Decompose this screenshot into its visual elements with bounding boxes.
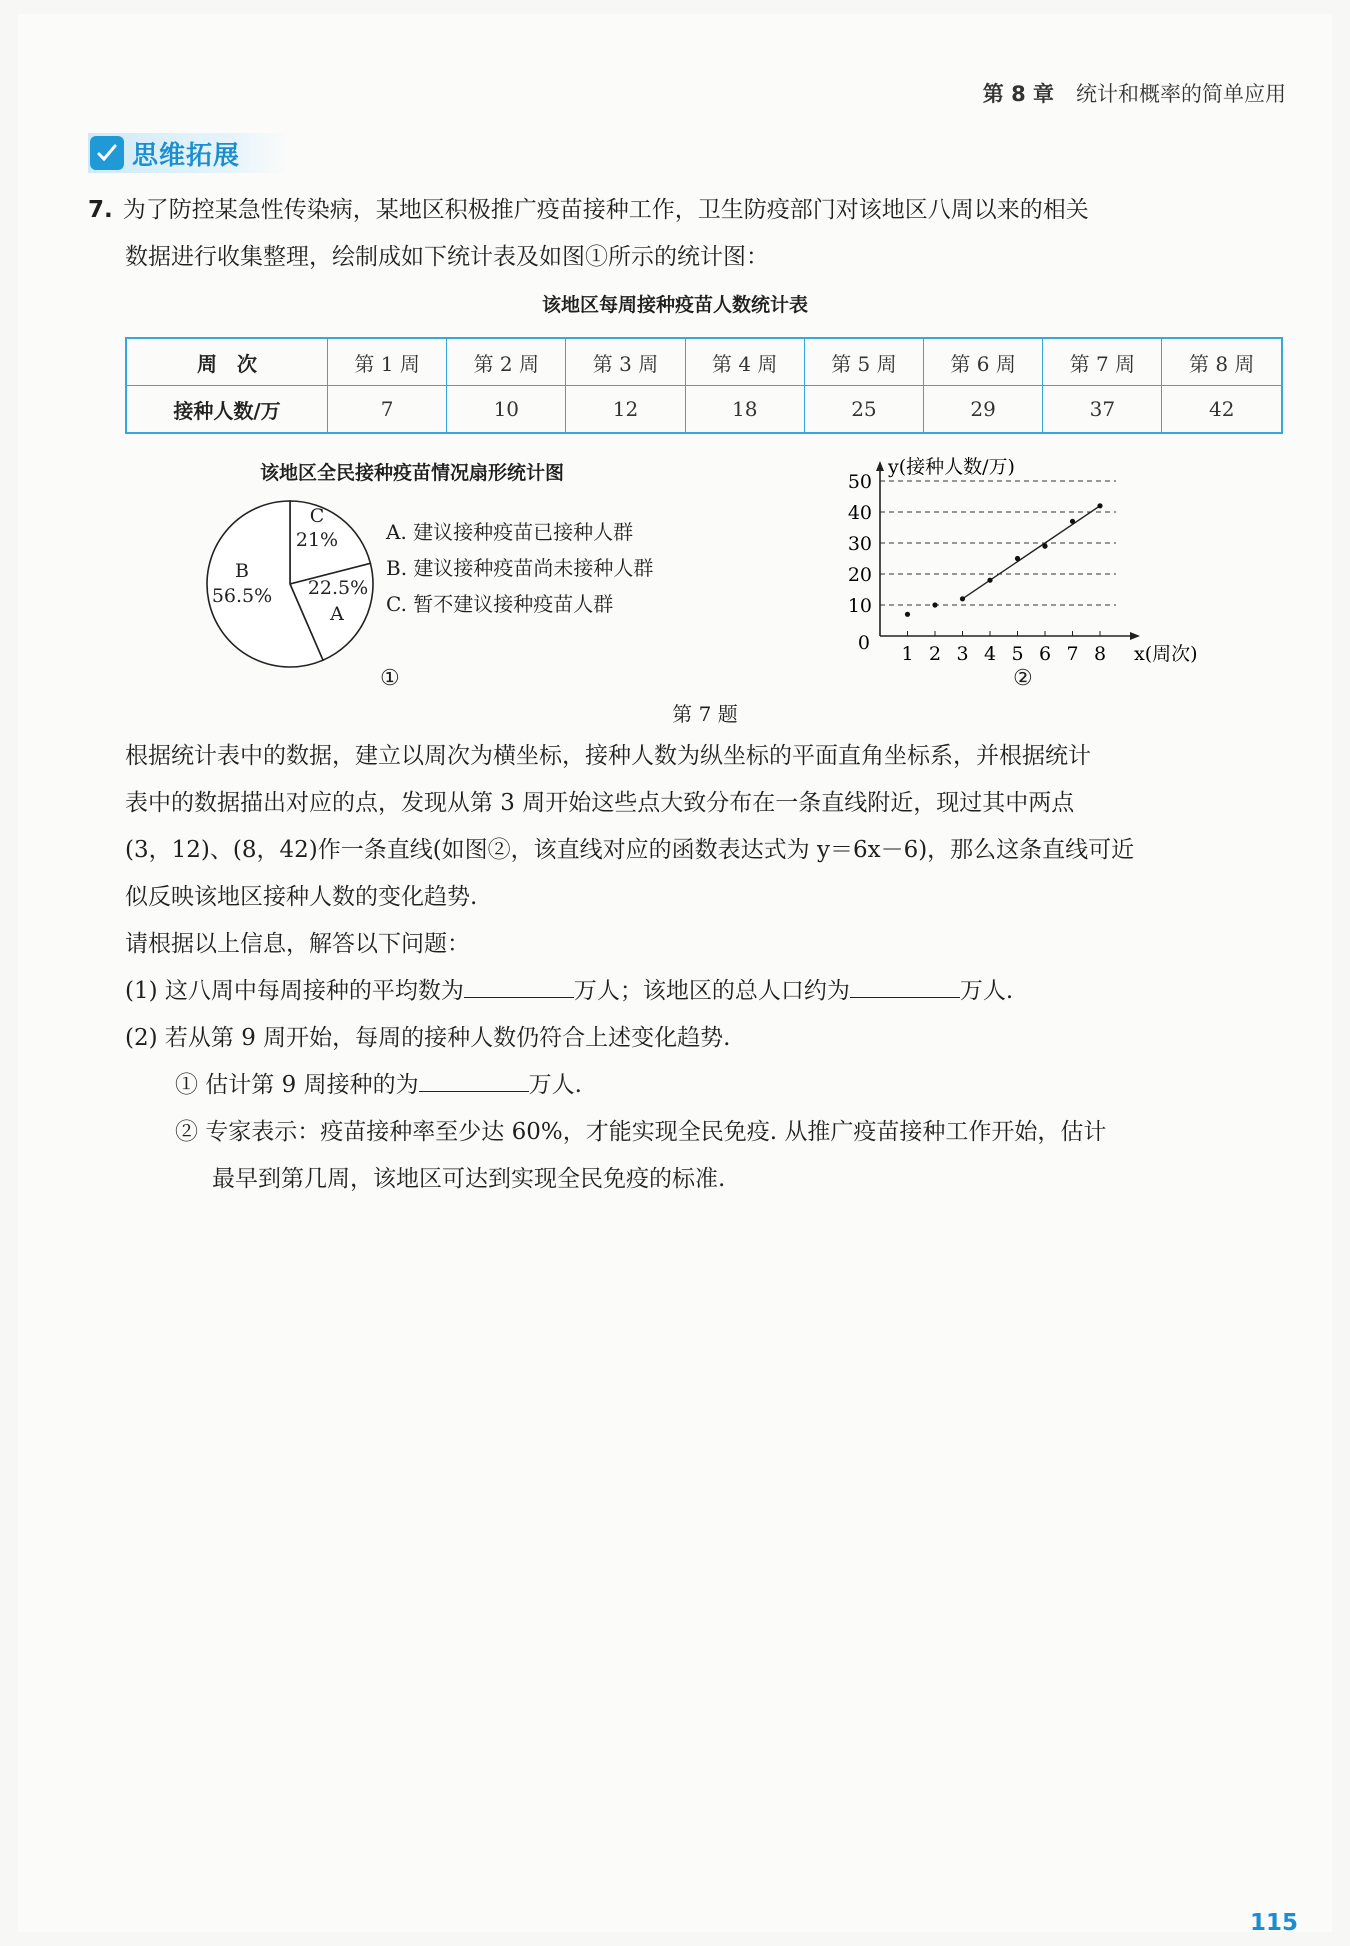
question-intro-line-2: 数据进行收集整理，绘制成如下统计表及如图①所示的统计图： <box>125 244 769 270</box>
table-week-cell: 第 7 周 <box>1043 338 1162 386</box>
x-tick-label: 7 <box>1066 643 1079 665</box>
legend-item-a: A. 建议接种疫苗已接种人群 <box>386 520 634 544</box>
table-value-cell: 37 <box>1043 386 1162 434</box>
question-2-line: (2) 若从第 9 周开始，每周的接种人数仍符合上述变化趋势. <box>125 1025 731 1051</box>
question-intro-text-1: 为了防控某急性传染病，某地区积极推广疫苗接种工作，卫生防疫部门对该地区八周以来的相关 <box>122 197 1089 223</box>
x-tick-label: 8 <box>1093 643 1107 665</box>
legend-item-b: B. 建议接种疫苗尚未接种人群 <box>386 556 654 580</box>
pie-label-c-a: C <box>309 505 325 527</box>
table-header-row <box>126 338 1282 386</box>
table-value-row <box>126 386 1282 434</box>
legend-item-c: C. 暂不建议接种疫苗人群 <box>386 592 614 616</box>
figure-label-2: ② <box>1013 666 1033 691</box>
data-point <box>987 578 992 583</box>
chapter-number: 第 8 章 <box>982 82 1054 106</box>
question-2-2-line-2: 最早到第几周，该地区可达到实现全民免疫的标准. <box>212 1166 726 1192</box>
pie-chart-title: 该地区全民接种疫苗情况扇形统计图 <box>260 462 565 484</box>
scatter-chart <box>830 448 1210 674</box>
answer-blank-population[interactable] <box>850 971 960 998</box>
origin-label: 0 <box>857 632 870 654</box>
question-2-2-line-1: ② 专家表示：疫苗接种率至少达 60%，才能实现全民免疫. 从推广疫苗接种工作开始，估计 <box>175 1119 1107 1145</box>
question-2-1-text-b: 万人. <box>528 1072 582 1098</box>
table-week-cell: 第 6 周 <box>924 338 1043 386</box>
y-tick-label: 40 <box>847 502 872 524</box>
x-axis-label: x(周次) <box>1134 643 1198 665</box>
figure-caption: 第 7 题 <box>672 702 738 726</box>
table-week-cell: 第 1 周 <box>328 338 447 386</box>
y-axis-label: y(接种人数/万) <box>888 456 1015 478</box>
data-point <box>1070 519 1075 524</box>
pie-label-b-a: B <box>235 560 249 582</box>
pie-legend <box>386 514 653 622</box>
y-tick-label: 10 <box>847 595 872 617</box>
question-2-1-text-a: ① 估计第 9 周接种的为 <box>175 1072 419 1098</box>
question-1-line <box>125 968 1013 1015</box>
table-header-label: 周 次 <box>126 338 328 386</box>
table-value-cell: 12 <box>566 386 685 434</box>
table-caption: 该地区每周接种疫苗人数统计表 <box>541 294 808 316</box>
x-tick-label: 6 <box>1038 643 1052 665</box>
body-line-2: 表中的数据描出对应的点，发现从第 3 周开始这些点大致分布在一条直线附近，现过其中两点 <box>125 790 1075 816</box>
pie-label-a-a: 22.5% <box>307 577 369 599</box>
pie-label-c-b: 21% <box>295 529 339 551</box>
question-number: 7. <box>88 197 113 223</box>
table-value-cell: 7 <box>328 386 447 434</box>
data-point <box>960 596 965 601</box>
data-point <box>905 612 910 617</box>
pencil-check-icon <box>90 136 124 170</box>
answer-blank-average[interactable] <box>464 971 574 998</box>
chapter-header <box>983 78 1286 108</box>
x-tick-label: 2 <box>928 643 942 665</box>
body-line-3: (3，12)、(8，42)作一条直线(如图②，该直线对应的函数表达式为 y＝6x－6)，那么这条直线可近 <box>125 837 1135 863</box>
answer-blank-week9[interactable] <box>419 1065 529 1092</box>
data-point <box>1015 556 1020 561</box>
x-tick-label: 4 <box>983 643 997 665</box>
y-tick-label: 20 <box>847 564 872 586</box>
section-banner <box>88 133 288 173</box>
page-number: 115 <box>1249 1910 1298 1936</box>
question-intro-line-1 <box>88 187 1089 233</box>
figure-label-1: ① <box>380 666 400 691</box>
table-week-cell: 第 3 周 <box>566 338 685 386</box>
data-point <box>1097 503 1102 508</box>
table-week-cell: 第 4 周 <box>685 338 804 386</box>
y-axis-arrow <box>876 461 884 471</box>
question-1-text-a: (1) 这八周中每周接种的平均数为 <box>125 978 464 1004</box>
y-tick-label: 30 <box>847 533 872 555</box>
table-value-cell: 42 <box>1162 386 1282 434</box>
chapter-title: 统计和概率的简单应用 <box>1076 82 1286 106</box>
data-point <box>1042 544 1047 549</box>
table-value-cell: 29 <box>924 386 1043 434</box>
table-week-cell: 第 2 周 <box>447 338 566 386</box>
x-tick-label: 3 <box>956 643 969 665</box>
table-value-cell: 10 <box>447 386 566 434</box>
prompt-line: 请根据以上信息，解答以下问题： <box>125 931 470 957</box>
x-axis-arrow <box>1130 632 1140 640</box>
y-tick-label: 50 <box>847 471 872 493</box>
table-value-cell: 18 <box>685 386 804 434</box>
question-1-text-b: 万人；该地区的总人口约为 <box>573 978 850 1004</box>
body-line-4: 似反映该地区接种人数的变化趋势. <box>125 884 478 910</box>
data-point <box>932 602 937 607</box>
question-1-text-c: 万人. <box>959 978 1014 1004</box>
table-row-label: 接种人数/万 <box>126 386 328 434</box>
table-value-cell: 25 <box>804 386 923 434</box>
table-week-cell: 第 5 周 <box>804 338 923 386</box>
x-tick-label: 5 <box>1011 643 1024 665</box>
pie-label-a-b: A <box>330 603 344 625</box>
question-2-1-line <box>175 1062 582 1109</box>
vaccination-table <box>125 337 1283 434</box>
table-week-cell: 第 8 周 <box>1162 338 1282 386</box>
fit-line <box>963 506 1101 599</box>
x-tick-label: 1 <box>901 643 914 665</box>
body-line-1: 根据统计表中的数据，建立以周次为横坐标，接种人数为纵坐标的平面直角坐标系，并根据统计 <box>125 743 1091 769</box>
pie-chart <box>200 494 380 674</box>
section-title: 思维拓展 <box>132 140 241 171</box>
pie-label-b-b: 56.5% <box>211 585 273 607</box>
